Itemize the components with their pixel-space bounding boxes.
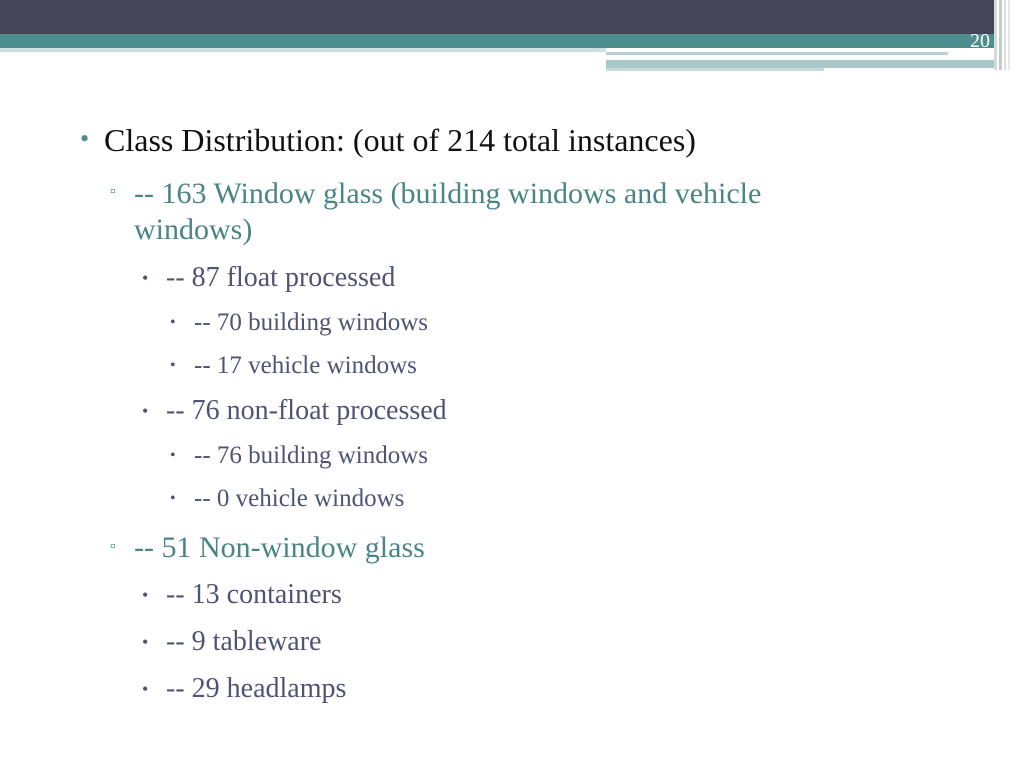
bullet-level1: •	[80, 124, 90, 153]
header-teal-light	[0, 48, 606, 52]
window-glass-line2: windows)	[134, 213, 253, 246]
vertical-stripe-2	[999, 0, 1002, 70]
header-teal-band	[0, 34, 994, 48]
vertical-stripe-3	[1004, 0, 1006, 70]
bullet-level4: •	[170, 447, 176, 464]
bullet-level4: •	[170, 314, 176, 331]
non-float-processed: -- 76 non-float processed	[166, 395, 447, 426]
bullet-level3: •	[142, 268, 149, 288]
header-line-c	[606, 68, 824, 71]
bullet-level2: ▫	[110, 538, 116, 555]
tableware: -- 9 tableware	[166, 626, 322, 657]
header-line-b	[606, 60, 994, 68]
float-processed: -- 87 float processed	[166, 262, 396, 293]
bullet-level3: •	[142, 679, 149, 699]
window-glass-line1: -- 163 Window glass (building windows and vehicle	[134, 177, 762, 210]
header-bar	[0, 0, 994, 34]
headlamps: -- 29 headlamps	[166, 673, 347, 704]
bullet-level4: •	[170, 490, 176, 507]
bullet-level2: ▫	[110, 183, 116, 200]
vertical-stripe-1	[994, 0, 997, 70]
slide-number: 20	[970, 30, 990, 52]
bullet-level3: •	[142, 585, 149, 605]
float-building-windows: -- 70 building windows	[194, 309, 429, 336]
title-class-distribution: Class Distribution: (out of 214 total instances)	[104, 122, 696, 158]
non-float-building-windows: -- 76 building windows	[194, 442, 429, 469]
bullet-level4: •	[170, 357, 176, 374]
bullet-level3: •	[142, 401, 149, 421]
non-float-vehicle-windows: -- 0 vehicle windows	[194, 485, 405, 512]
non-window-glass: -- 51 Non-window glass	[134, 531, 425, 564]
header-line-a	[606, 52, 948, 55]
vertical-stripe-4	[1008, 0, 1010, 70]
bullet-level3: •	[142, 632, 149, 652]
float-vehicle-windows: -- 17 vehicle windows	[194, 352, 417, 379]
containers: -- 13 containers	[166, 579, 342, 610]
